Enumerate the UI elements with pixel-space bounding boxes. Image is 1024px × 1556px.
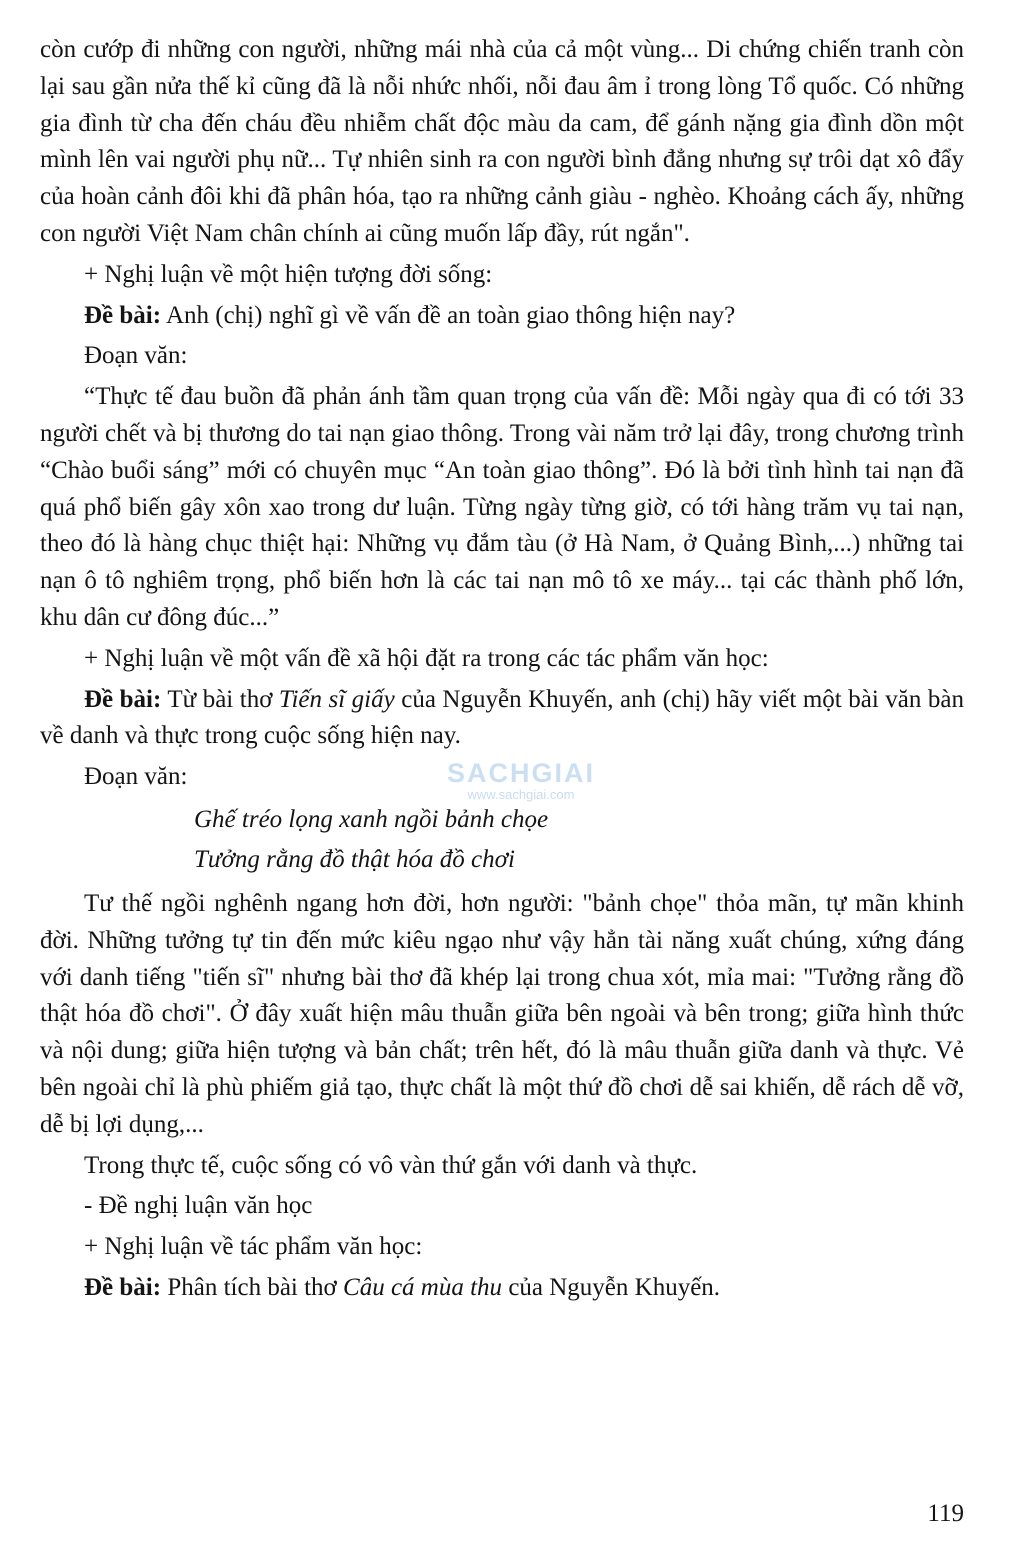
verse-line: Ghế tréo lọng xanh ngồi bảnh chọe bbox=[194, 805, 549, 833]
prompt-label: Đề bài: bbox=[84, 301, 162, 329]
prompt-paper-doctor bbox=[40, 682, 964, 756]
poem-title: Câu cá mùa thu bbox=[343, 1273, 503, 1301]
heading-literary-work: + Nghị luận về tác phẩm văn học: bbox=[84, 1233, 423, 1261]
sample-paragraph-label: Đoạn văn: bbox=[84, 342, 188, 370]
prompt-label: Đề bài: bbox=[84, 1273, 162, 1301]
verse-line: Tưởng rằng đồ thật hóa đồ chơi bbox=[194, 845, 515, 873]
paragraph-conclusion: Trong thực tế, cuộc sống có vô vàn thứ gắn với danh và thực. bbox=[84, 1151, 698, 1179]
page-body bbox=[40, 32, 964, 1307]
poem-title: Tiến sĩ giấy bbox=[278, 685, 395, 713]
sample-paragraph-label: Đoạn văn: bbox=[84, 763, 188, 791]
prompt-text: Phân tích bài thơ bbox=[161, 1273, 344, 1301]
prompt-label: Đề bài: bbox=[84, 685, 162, 713]
prompt-traffic-safety bbox=[40, 298, 964, 335]
prompt-text: Từ bài thơ bbox=[161, 685, 279, 713]
prompt-text: của Nguyễn Khuyến. bbox=[502, 1273, 721, 1301]
prompt-text: Anh (chị) nghĩ gì về vấn đề an toàn giao thông hiện nay? bbox=[161, 301, 736, 329]
paragraph-war-aftermath: còn cướp đi những con người, những mái nhà của cả một vùng... Di chứng chiến tranh còn lại sau gần nửa thế kỉ cũng đã là nỗi nhức nhối, nỗi đau âm ỉ trong lòng Tổ quốc. Có những gia đình từ cha đến cháu đều nhiễm chất độc màu da cam, để gánh nặng gia đình dồn một mình lên vai người phụ nữ... Tự nhiên sinh ra con người bình đẳng nhưng sự trôi dạt xô đẩy của hoàn cảnh đôi khi đã phân hóa, tạo ra những cảnh giàu - nghèo. Khoảng cách ấy, những con người Việt Nam chân chính ai cũng muốn lấp đầy, rút ngắn". bbox=[40, 36, 964, 247]
paragraph-name-and-reality: Tư thế ngồi nghênh ngang hơn đời, hơn người: "bảnh chọe" thỏa mãn, tự mãn khinh đời. Những tưởng tự tin đến mức kiêu ngạo như vậy hẳn tài năng xuất chúng, xứng đáng với danh tiếng "tiến sĩ" nhưng bài thơ đã khép lại trong chua xót, mỉa mai: "Tưởng rằng đồ thật hóa đồ chơi". Ở đây xuất hiện mâu thuẫn giữa bên ngoài và bên trong; giữa hình thức và nội dung; giữa hiện tượng và bản chất; trên hết, đó là mâu thuẫn giữa danh và thực. Vẻ bên ngoài chỉ là phù phiếm giả tạo, thực chất là một thứ đồ chơi dễ sai khiến, dễ rách dễ vỡ, dễ bị lợi dụng,... bbox=[40, 889, 964, 1138]
heading-social-issue-in-literature: + Nghị luận về một vấn đề xã hội đặt ra trong các tác phẩm văn học: bbox=[84, 644, 769, 672]
heading-literary-argument: - Đề nghị luận văn học bbox=[84, 1192, 313, 1220]
prompt-autumn-fishing bbox=[40, 1270, 964, 1307]
prompt-text: của Nguyễn Khuyến, anh (chị) hãy viết một bài văn bàn về danh và thực trong cuộc sống hiện nay. bbox=[40, 685, 964, 750]
watermark-logo: SACHGIAI bbox=[446, 758, 595, 788]
page-number: 119 bbox=[927, 1500, 964, 1527]
poem-excerpt bbox=[40, 800, 964, 880]
paragraph-traffic-accidents: “Thực tế đau buồn đã phản ánh tầm quan trọng của vấn đề: Mỗi ngày qua đi có tới 33 người chết và bị thương do tai nạn giao thông. Trong vài năm trở lại đây, trong chương trình “Chào buổi sáng” mới có chuyên mục “An toàn giao thông”. Đó là bởi tình hình tai nạn đã quá phổ biến gây xôn xao trong dư luận. Từng ngày từng giờ, có tới hàng trăm vụ tai nạn, theo đó là hàng chục thiệt hại: Những vụ đắm tàu (ở Hà Nam, ở Quảng Bình,...) những tai nạn ô tô nghiêm trọng, phổ biến hơn là các tai nạn mô tô xe máy... tại các thành phố lớn, khu dân cư đông đúc...” bbox=[40, 383, 964, 631]
heading-social-phenomenon: + Nghị luận về một hiện tượng đời sống: bbox=[84, 260, 493, 288]
watermark-url: www.sachgiai.com bbox=[467, 787, 575, 802]
